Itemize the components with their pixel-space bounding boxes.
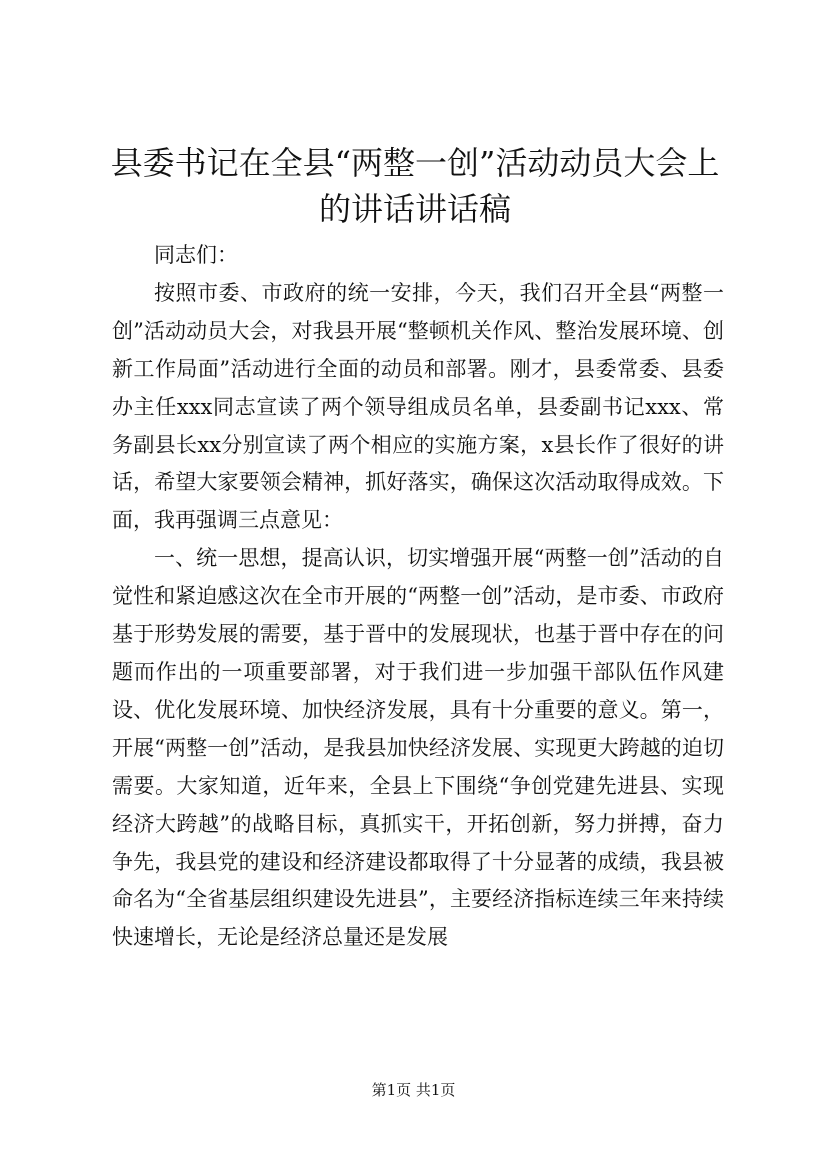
document-body: [112, 237, 724, 957]
salutation: 同志们：: [154, 243, 238, 267]
paragraph: 一、统一思想，提高认识，切实增强开展“两整一创”活动的自觉性和紧迫感这次在全市开展的“两整一创”活动，是市委、市政府基于形势发展的需要，基于晋中的发展现状，也基于晋中存在的问题而作出的一项重要部署，对于我们进一步加强干部队伍作风建设、优化发展环境、加快经济发展，具有十分重要的意义。第一，开展“两整一创”活动，是我县加快经济发展、实现更大跨越的迫切需要。大家知道，近年来，全县上下围绕“争创党建先进县、实现经济大跨越”的战略目标，真抓实干，开拓创新，努力拼搏，奋力争先，我县党的建设和经济建设都取得了十分显著的成绩，我县被命名为“全省基层组织建设先进县”，主要经济指标连续三年来持续快速增长，无论是经济总量还是发展: [112, 546, 724, 950]
page-footer: 第1页 共1页: [371, 1081, 456, 1099]
paragraph: 按照市委、市政府的统一安排，今天，我们召开全县“两整一创”活动动员大会，对我县开展“整顿机关作风、整治发展环境、创新工作局面”活动进行全面的动员和部署。刚才，县委常委、县委办主任xxx同志宣读了两个领导组成员名单，县委副书记xxx、常务副县长xx分别宣读了两个相应的实施方案，x县长作了很好的讲话，希望大家要领会精神，抓好落实，确保这次活动取得成效。下面，我再强调三点意见：: [112, 280, 724, 533]
document-title: 县委书记在全县“两整一创”活动动员大会上的讲话讲话稿: [110, 144, 720, 228]
